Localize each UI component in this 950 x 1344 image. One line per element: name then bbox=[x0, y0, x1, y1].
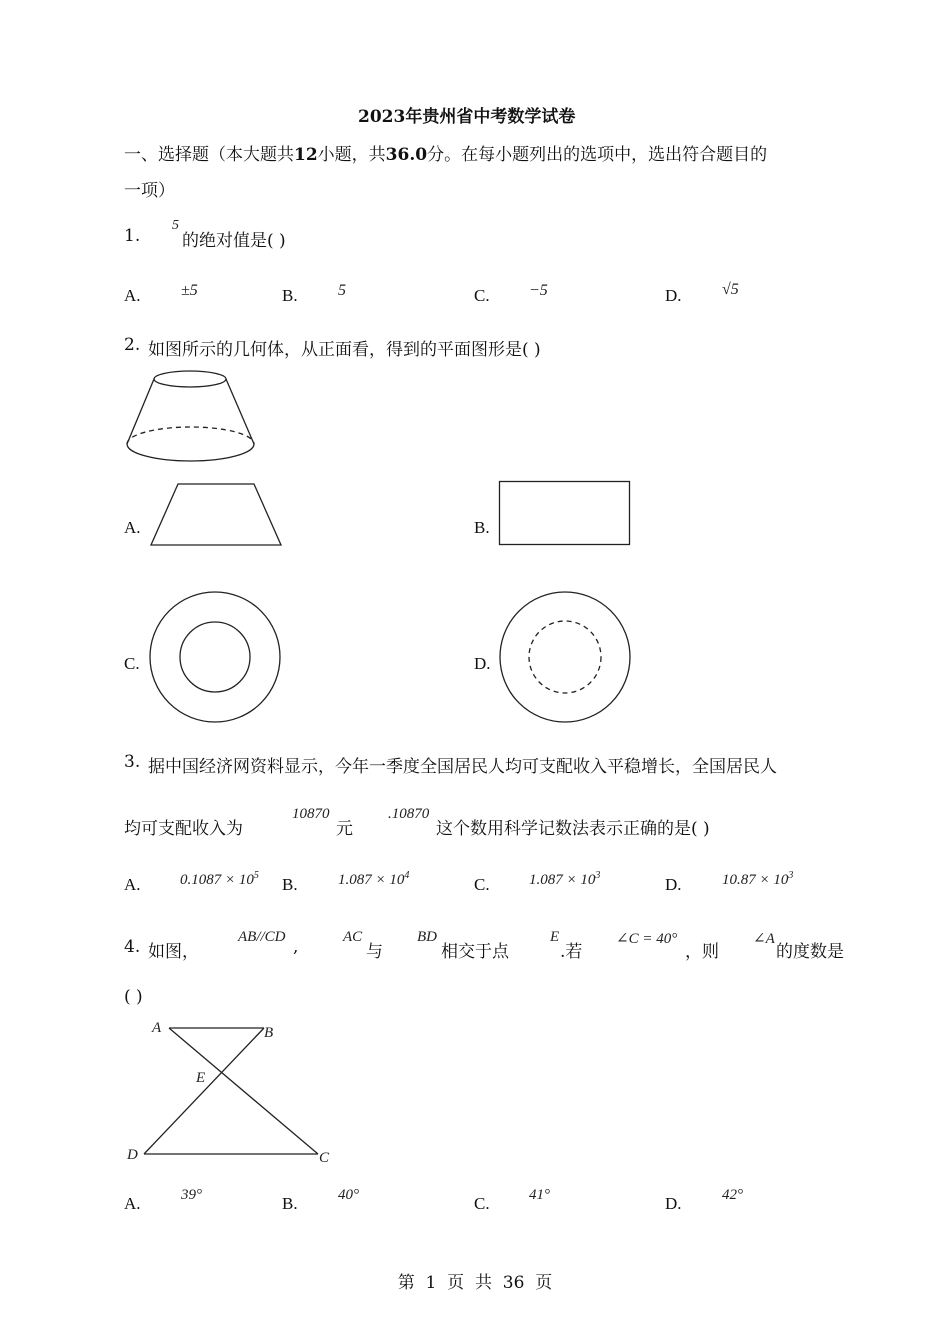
section-heading-line2: 一项） bbox=[124, 181, 175, 201]
q3-math-value: 10870 bbox=[292, 806, 330, 822]
q3-stem-line2b: 这个数用科学记数法表示正确的是( ) bbox=[436, 819, 710, 839]
q4-text-5: .若 bbox=[560, 942, 583, 962]
q3-stem-line1: 据中国经济网资料显示，今年一季度全国居民人均可支配收入平稳增长，全国居民人 bbox=[148, 757, 777, 777]
q3-option-d-label[interactable]: D. bbox=[665, 875, 682, 894]
section-score: 36.0 bbox=[385, 145, 428, 165]
q4-math-6: ∠A bbox=[753, 931, 775, 947]
q2-option-b-label[interactable]: B. bbox=[474, 518, 490, 537]
q3-number: 3. bbox=[124, 752, 141, 772]
q1-option-a-value: ±5 bbox=[181, 282, 198, 299]
q3-stem-line2a: 均可支配收入为 bbox=[124, 819, 243, 839]
q2-stem: 如图所示的几何体，从正面看，得到的平面图形是( ) bbox=[148, 340, 541, 360]
q3-option-a-label[interactable]: A. bbox=[124, 875, 141, 894]
q4-text-3: 与 bbox=[366, 942, 383, 962]
q3-option-b-label[interactable]: B. bbox=[282, 875, 298, 894]
q4-option-d-value: 42° bbox=[722, 1187, 743, 1203]
q4-math-2: AC bbox=[343, 929, 363, 945]
q4-text-6: ，则 bbox=[685, 942, 719, 962]
q4-math-1: AB//CD bbox=[238, 929, 286, 945]
point-e-label: E bbox=[196, 1070, 206, 1086]
q4-math-4: E bbox=[550, 929, 560, 945]
q1-math: 5 bbox=[172, 218, 179, 233]
frustum-top-ellipse bbox=[154, 371, 226, 387]
q1-option-d-value: √5 bbox=[722, 281, 739, 298]
q2-option-d-circles[interactable] bbox=[498, 590, 632, 724]
page-footer: 第 1 页 共 36 页 bbox=[397, 1273, 553, 1293]
q1-number: 1. bbox=[124, 226, 141, 246]
q4-option-d-label[interactable]: D. bbox=[665, 1194, 682, 1213]
q4-text-7: 的度数是 bbox=[776, 942, 844, 962]
section-count: 12 bbox=[294, 145, 318, 165]
section-heading bbox=[124, 140, 767, 165]
q4-option-c-value: 41° bbox=[529, 1187, 550, 1203]
q4-text-2: , bbox=[293, 937, 299, 957]
q4-math-5: ∠C = 40° bbox=[616, 931, 678, 947]
q1-option-b-value: 5 bbox=[338, 282, 346, 299]
q4-answer-paren: ( ) bbox=[124, 987, 143, 1007]
point-c-label: C bbox=[319, 1150, 330, 1166]
q4-option-a-label[interactable]: A. bbox=[124, 1194, 141, 1213]
q2-option-b-rectangle[interactable] bbox=[498, 480, 632, 547]
point-a-label: A bbox=[152, 1020, 162, 1036]
frustum-bottom-front bbox=[127, 444, 254, 461]
section-text-c: 分。在每小题列出的选项中，选出符合题目的 bbox=[427, 145, 768, 165]
q1-option-d-label[interactable]: D. bbox=[665, 286, 682, 305]
q2-option-a-label[interactable]: A. bbox=[124, 518, 141, 537]
section-text-a: 一、选择题（本大题共 bbox=[124, 145, 294, 165]
q4-number: 4. bbox=[124, 937, 141, 957]
q2-option-c-circles[interactable] bbox=[148, 590, 282, 724]
q4-text-4: 相交于点 bbox=[441, 942, 509, 962]
q3-option-d-value: $10.87 \times 10^3$ bbox=[722, 870, 794, 888]
frustum-left-edge bbox=[127, 379, 154, 444]
segment-ac bbox=[169, 1028, 318, 1154]
q2-option-a-trapezoid[interactable] bbox=[148, 482, 284, 548]
q1-stem: 的绝对值是( ) bbox=[182, 231, 286, 251]
q3-option-c-value: $1.087 \times 10^3$ bbox=[529, 870, 601, 888]
q3-unit: 元 bbox=[336, 819, 353, 839]
frustum-bottom-back bbox=[127, 427, 254, 444]
q4-option-a-value: 39° bbox=[181, 1187, 202, 1203]
q1-option-c-label[interactable]: C. bbox=[474, 286, 490, 305]
q4-text-1: 如图， bbox=[148, 942, 199, 962]
q3-option-a-value: $0.1087 \times 10^5$ bbox=[180, 870, 259, 888]
q3-option-c-label[interactable]: C. bbox=[474, 875, 490, 894]
point-b-label: B bbox=[264, 1025, 274, 1041]
q2-option-d-label[interactable]: D. bbox=[474, 654, 491, 673]
q4-math-3: BD bbox=[417, 929, 437, 945]
q4-option-b-value: 40° bbox=[338, 1187, 359, 1203]
q1-option-b-label[interactable]: B. bbox=[282, 286, 298, 305]
point-d-label: D bbox=[127, 1147, 138, 1163]
segment-bd bbox=[144, 1028, 264, 1154]
q4-option-b-label[interactable]: B. bbox=[282, 1194, 298, 1213]
q3-math-value-2: .10870 bbox=[388, 806, 430, 822]
page-title: 2023年贵州省中考数学试卷 bbox=[358, 107, 576, 127]
q3-option-b-value: $1.087 \times 10^4$ bbox=[338, 870, 410, 888]
q1-option-a-label[interactable]: A. bbox=[124, 286, 141, 305]
q2-option-c-label[interactable]: C. bbox=[124, 654, 140, 673]
q2-number: 2. bbox=[124, 335, 141, 355]
section-text-b: 小题，共 bbox=[317, 145, 386, 165]
q2-frustum-figure bbox=[124, 368, 260, 466]
q1-option-c-value: −5 bbox=[529, 282, 548, 299]
frustum-right-edge bbox=[226, 379, 254, 444]
q4-option-c-label[interactable]: C. bbox=[474, 1194, 490, 1213]
q4-geometry-figure bbox=[124, 1016, 336, 1168]
